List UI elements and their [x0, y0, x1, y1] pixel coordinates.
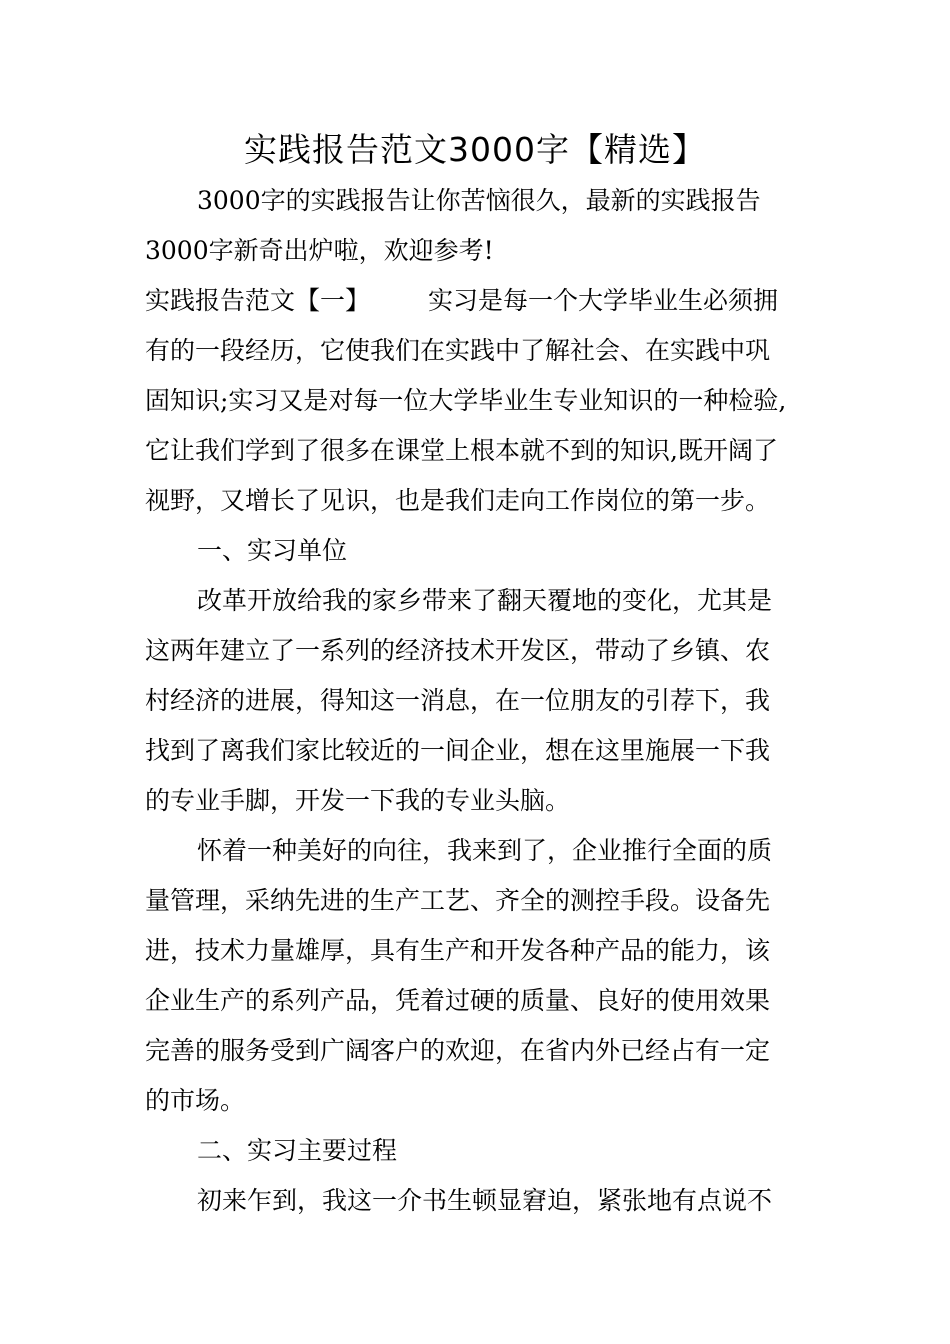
paragraph-line: 进，技术力量雄厚，具有生产和开发各种产品的能力，该 — [145, 936, 771, 965]
document-title: 实践报告范文3000字【精选】 — [244, 130, 706, 169]
paragraph-line: 企业生产的系列产品，凭着过硬的质量、良好的使用效果 — [145, 986, 771, 1015]
paragraph-line: 固知识;实习又是对每一位大学毕业生专业知识的一种检验, — [145, 386, 787, 415]
paragraph-line: 它让我们学到了很多在课堂上根本就不到的知识,既开阔了 — [145, 436, 778, 465]
section-heading: 二、实习主要过程 — [197, 1136, 398, 1165]
paragraph-line — [145, 276, 778, 326]
paragraph-line: 3000字的实践报告让你苦恼很久，最新的实践报告 — [197, 186, 761, 215]
paragraph-line: 的专业手脚，开发一下我的专业头脑。 — [145, 786, 571, 815]
section-heading: 一、实习单位 — [197, 536, 348, 565]
paragraph-text: 实习是每一个大学毕业生必须拥 — [428, 286, 779, 315]
paragraph-line: 视野，又增长了见识，也是我们走向工作岗位的第一步。 — [145, 486, 771, 515]
paragraph-line: 有的一段经历，它使我们在实践中了解社会、在实践中巩 — [145, 336, 771, 365]
paragraph-line: 3000字新奇出炉啦，欢迎参考! — [145, 236, 494, 265]
paragraph-line: 怀着一种美好的向往，我来到了，企业推行全面的质 — [197, 836, 773, 865]
paragraph-line: 改革开放给我的家乡带来了翻天覆地的变化，尤其是 — [197, 586, 773, 615]
paragraph-line: 村经济的进展，得知这一消息，在一位朋友的引荐下，我 — [145, 686, 771, 715]
section-label: 实践报告范文【一】 — [145, 286, 371, 315]
paragraph-line: 这两年建立了一系列的经济技术开发区，带动了乡镇、农 — [145, 636, 771, 665]
paragraph-line: 找到了离我们家比较近的一间企业，想在这里施展一下我 — [145, 736, 771, 765]
paragraph-line: 完善的服务受到广阔客户的欢迎，在省内外已经占有一定 — [145, 1036, 771, 1065]
paragraph-line: 的市场。 — [145, 1086, 246, 1115]
paragraph-line: 初来乍到，我这一介书生顿显窘迫，紧张地有点说不 — [197, 1186, 773, 1215]
paragraph-line: 量管理，采纳先进的生产工艺、齐全的测控手段。设备先 — [145, 886, 771, 915]
